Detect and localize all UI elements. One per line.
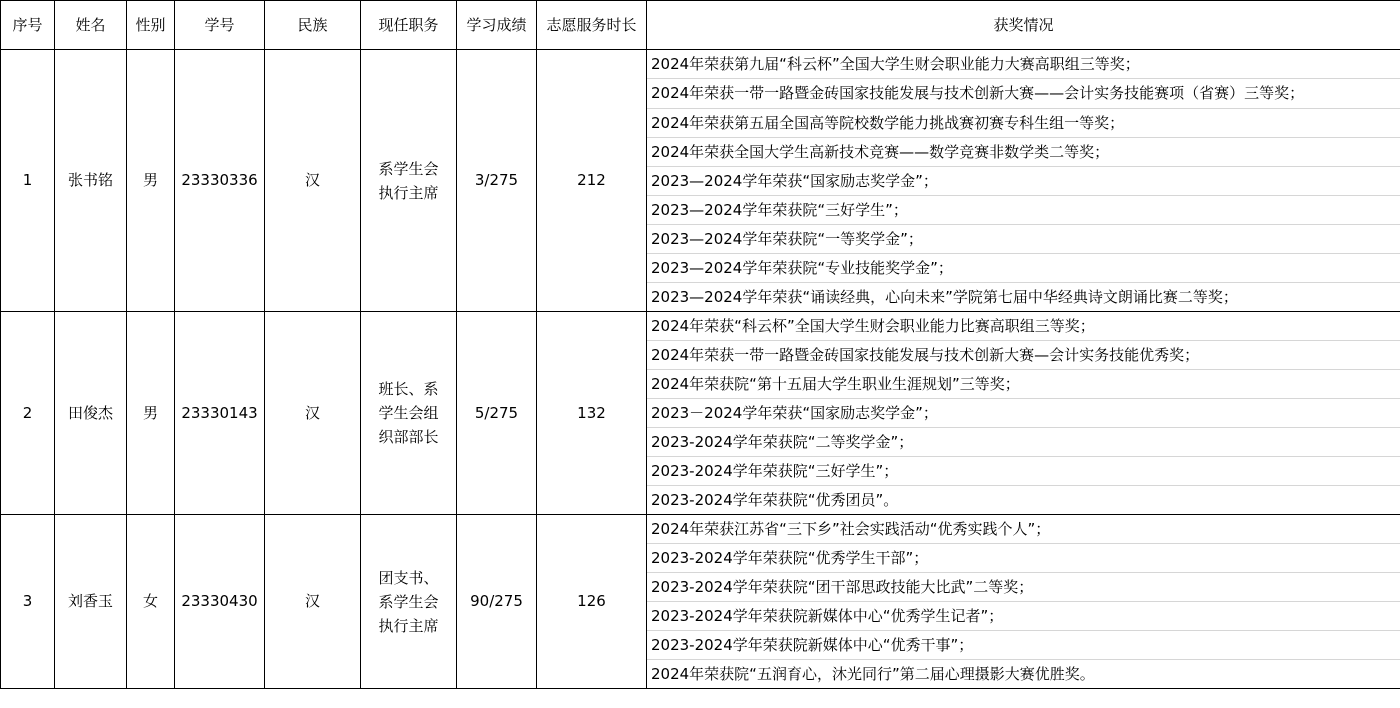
cell-name: 刘香玉: [55, 515, 127, 689]
award-line: 2023—2024学年荣获院“一等奖学金”；: [647, 225, 1400, 254]
award-line: 2024年荣获第九届“科云杯”全国大学生财会职业能力大赛高职组三等奖；: [647, 50, 1400, 79]
table-row: [1, 515, 1400, 689]
award-line: 2023－2024学年荣获“国家励志奖学金”；: [647, 399, 1400, 428]
award-line: 2023—2024学年荣获“诵读经典，心向未来”学院第七届中华经典诗文朗诵比赛二等奖；: [651, 288, 1238, 306]
cell-student-id: 23330336: [175, 50, 265, 312]
table-row: [1, 312, 1400, 515]
header-position: 现任职务: [361, 1, 457, 50]
cell-student-id: 23330143: [175, 312, 265, 515]
award-line: 2023-2024学年荣获院“优秀团员”。: [651, 491, 899, 509]
cell-volunteer-hours: 132: [537, 312, 647, 515]
header-index: 序号: [1, 1, 55, 50]
award-line: 2024年荣获“科云杯”全国大学生财会职业能力比赛高职组三等奖；: [647, 312, 1400, 341]
cell-index: 3: [1, 515, 55, 689]
award-line: 2023-2024学年荣获院新媒体中心“优秀干事”；: [647, 631, 1400, 660]
award-line: 2024年荣获院“五润育心，沐光同行”第二届心理摄影大赛优胜奖。: [651, 665, 1095, 683]
header-name: 姓名: [55, 1, 127, 50]
header-academic-rank: 学习成绩: [457, 1, 537, 50]
cell-ethnicity: 汉: [265, 312, 361, 515]
header-volunteer-hours: 志愿服务时长: [537, 1, 647, 50]
header-student-id: 学号: [175, 1, 265, 50]
cell-student-id: 23330430: [175, 515, 265, 689]
cell-academic-rank: 3/275: [457, 50, 537, 312]
cell-volunteer-hours: 126: [537, 515, 647, 689]
award-line: 2023—2024学年荣获院“三好学生”；: [647, 196, 1400, 225]
award-line: 2023-2024学年荣获院“三好学生”；: [647, 457, 1400, 486]
award-line: 2024年荣获第五届全国高等院校数学能力挑战赛初赛专科生组一等奖；: [647, 109, 1400, 138]
cell-volunteer-hours: 212: [537, 50, 647, 312]
header-ethnicity: 民族: [265, 1, 361, 50]
cell-ethnicity: 汉: [265, 50, 361, 312]
cell-awards: [647, 50, 1400, 312]
cell-gender: 男: [127, 312, 175, 515]
cell-name: 张书铭: [55, 50, 127, 312]
cell-awards: [647, 312, 1400, 515]
award-line: 2024年荣获一带一路暨金砖国家技能发展与技术创新大赛—会计实务技能优秀奖；: [647, 341, 1400, 370]
award-line: 2024年荣获全国大学生高新技术竞赛——数学竞赛非数学类二等奖；: [647, 138, 1400, 167]
table-row: [1, 50, 1400, 312]
award-line: 2024年荣获江苏省“三下乡”社会实践活动“优秀实践个人”；: [647, 515, 1400, 544]
cell-awards: [647, 515, 1400, 689]
position-text: 班长、系学生会组织部部长: [378, 380, 439, 446]
cell-position: [361, 515, 457, 689]
award-line: 2023-2024学年荣获院“二等奖学金”；: [647, 428, 1400, 457]
position-text: 团支书、系学生会执行主席: [378, 568, 439, 635]
cell-gender: 女: [127, 515, 175, 689]
cell-academic-rank: 5/275: [457, 312, 537, 515]
cell-academic-rank: 90/275: [457, 515, 537, 689]
header-awards: 获奖情况: [647, 1, 1400, 50]
cell-gender: 男: [127, 50, 175, 312]
award-line: 2024年荣获院“第十五届大学生职业生涯规划”三等奖；: [647, 370, 1400, 399]
award-line: 2023—2024学年荣获院“专业技能奖学金”；: [647, 254, 1400, 283]
cell-position: [361, 50, 457, 312]
award-line: 2023-2024学年荣获院“优秀学生干部”；: [647, 544, 1400, 573]
cell-name: 田俊杰: [55, 312, 127, 515]
header-row: [1, 1, 1400, 50]
cell-ethnicity: 汉: [265, 515, 361, 689]
position-text: 系学生会执行主席: [378, 159, 439, 202]
cell-position: [361, 312, 457, 515]
cell-index: 1: [1, 50, 55, 312]
award-line: 2024年荣获一带一路暨金砖国家技能发展与技术创新大赛——会计实务技能赛项（省赛）三等奖；: [647, 79, 1400, 109]
award-line: 2023-2024学年荣获院“团干部思政技能大比武”二等奖；: [647, 573, 1400, 602]
award-line: 2023-2024学年荣获院新媒体中心“优秀学生记者”；: [647, 602, 1400, 631]
cell-index: 2: [1, 312, 55, 515]
header-gender: 性别: [127, 1, 175, 50]
award-line: 2023—2024学年荣获“国家励志奖学金”；: [647, 167, 1400, 196]
